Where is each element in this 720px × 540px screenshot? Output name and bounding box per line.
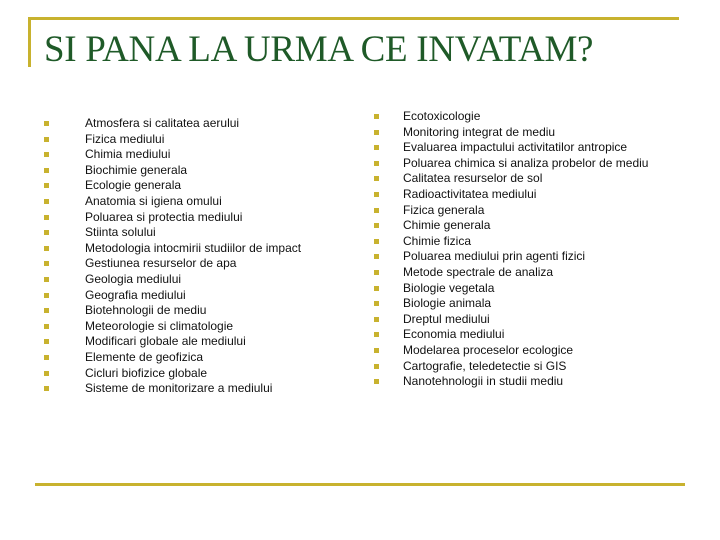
square-bullet-icon — [44, 261, 49, 266]
list-item-text: Metode spectrale de analiza — [403, 264, 554, 279]
list-item-text: Ecologie generala — [85, 178, 182, 193]
list-item-text: Modificari globale ale mediului — [85, 334, 246, 349]
square-bullet-icon — [374, 348, 379, 353]
list-item-text: Evaluarea impactului activitatilor antropice — [403, 140, 628, 155]
list-item-text: Elemente de geofizica — [85, 349, 204, 364]
list-item-text: Chimie generala — [403, 218, 491, 233]
list-item-text: Modelarea proceselor ecologice — [403, 342, 574, 357]
square-bullet-icon — [44, 355, 49, 360]
list-item-text: Poluarea chimica si analiza probelor de mediu — [403, 155, 649, 170]
square-bullet-icon — [44, 230, 49, 235]
square-bullet-icon — [374, 379, 379, 384]
square-bullet-icon — [374, 301, 379, 306]
square-bullet-icon — [374, 208, 379, 213]
list-item-text: Biotehnologii de mediu — [85, 303, 207, 318]
square-bullet-icon — [44, 308, 49, 313]
list-item-text: Anatomia si igiena omului — [85, 193, 222, 208]
square-bullet-icon — [374, 270, 379, 275]
square-bullet-icon — [374, 192, 379, 197]
square-bullet-icon — [374, 161, 379, 166]
list-item-text: Atmosfera si calitatea aerului — [85, 116, 240, 130]
list-item-text: Ecotoxicologie — [403, 109, 481, 123]
square-bullet-icon — [374, 114, 379, 119]
square-bullet-icon — [44, 183, 49, 188]
list-item-text: Gestiunea resurselor de apa — [85, 256, 237, 271]
square-bullet-icon — [44, 293, 49, 298]
square-bullet-icon — [44, 324, 49, 329]
list-item-text: Monitoring integrat de mediu — [403, 124, 556, 139]
list-item-text: Poluarea si protectia mediului — [85, 209, 243, 224]
square-bullet-icon — [374, 286, 379, 291]
square-bullet-icon — [374, 223, 379, 228]
list-item-text: Chimie fizica — [403, 233, 472, 248]
list-item-text: Economia mediului — [403, 327, 505, 342]
list-item-text: Fizica mediului — [85, 131, 165, 146]
square-bullet-icon — [44, 215, 49, 220]
list-item-text: Radioactivitatea mediului — [403, 186, 537, 201]
list-item-text: Metodologia intocmirii studiilor de impact — [85, 240, 302, 255]
square-bullet-icon — [374, 364, 379, 369]
list-item-text: Stiinta solului — [85, 225, 156, 240]
square-bullet-icon — [44, 121, 49, 126]
top-border-line — [30, 17, 679, 20]
square-bullet-icon — [44, 277, 49, 282]
square-bullet-icon — [44, 246, 49, 251]
left-border-line — [28, 17, 31, 67]
square-bullet-icon — [44, 386, 49, 391]
square-bullet-icon — [44, 339, 49, 344]
square-bullet-icon — [374, 176, 379, 181]
slide-title: SI PANA LA URMA CE INVATAM? — [44, 29, 594, 70]
list-item-text: Cartografie, teledetectie si GIS — [403, 358, 567, 373]
square-bullet-icon — [374, 145, 379, 150]
square-bullet-icon — [44, 199, 49, 204]
square-bullet-icon — [374, 317, 379, 322]
list-item-text: Nanotehnologii in studii mediu — [403, 374, 564, 389]
square-bullet-icon — [44, 168, 49, 173]
square-bullet-icon — [374, 239, 379, 244]
list-item-text: Biologie animala — [403, 296, 492, 311]
list-item-text: Cicluri biofizice globale — [85, 365, 208, 380]
bottom-border-line — [35, 483, 685, 486]
square-bullet-icon — [374, 332, 379, 337]
square-bullet-icon — [44, 152, 49, 157]
list-item-text: Calitatea resurselor de sol — [403, 171, 543, 186]
square-bullet-icon — [44, 371, 49, 376]
list-item-text: Geografia mediului — [85, 287, 186, 302]
square-bullet-icon — [374, 254, 379, 259]
list-item-text: Sisteme de monitorizare a mediului — [85, 381, 273, 396]
list-item-text: Meteorologie si climatologie — [85, 318, 234, 333]
list-item-text: Poluarea mediului prin agenti fizici — [403, 249, 586, 264]
list-item-text: Biologie vegetala — [403, 280, 495, 295]
list-item-text: Fizica generala — [403, 202, 485, 217]
square-bullet-icon — [44, 137, 49, 142]
list-item-text: Chimia mediului — [85, 147, 171, 162]
square-bullet-icon — [374, 130, 379, 135]
list-item-text: Geologia mediului — [85, 271, 182, 286]
list-item-text: Biochimie generala — [85, 162, 188, 177]
list-item-text: Dreptul mediului — [403, 311, 490, 326]
